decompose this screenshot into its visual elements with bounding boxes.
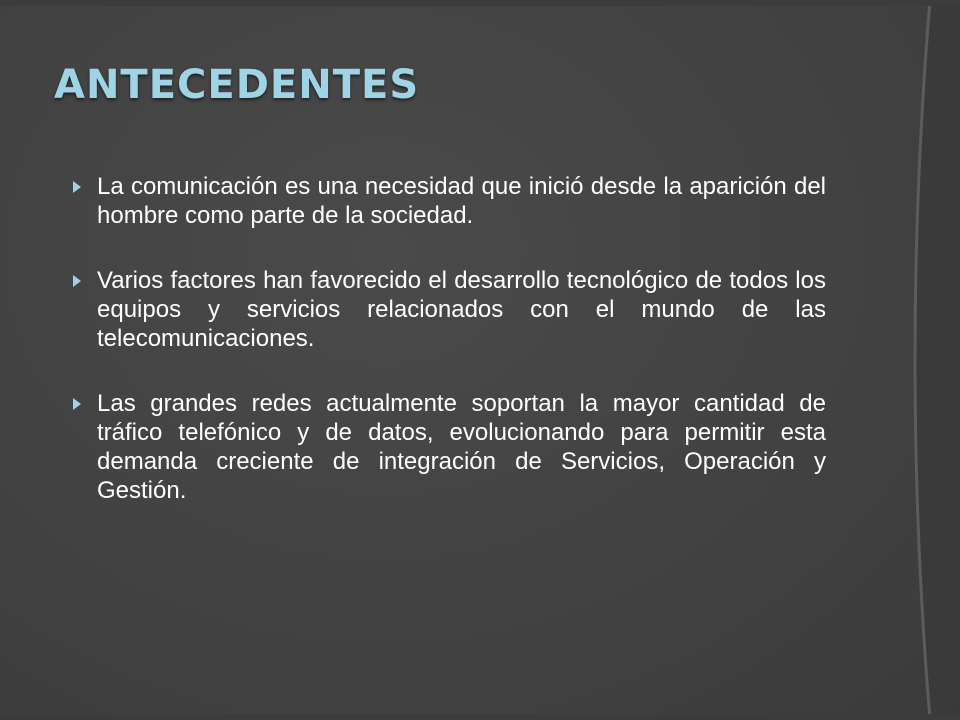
triangle-right-icon (73, 181, 81, 193)
bullet-item-2 (70, 266, 826, 353)
triangle-right-icon (73, 398, 81, 410)
bullet-item-3 (70, 389, 826, 505)
bullet-item-1 (70, 172, 826, 230)
bullet-text: La comunicación es una necesidad que inició desde la aparición del hombre como parte de la sociedad. (97, 173, 826, 229)
bullet-list (70, 172, 826, 541)
bullet-text: Las grandes redes actualmente soportan la mayor cantidad de tráfico telefónico y de datos, evolucionando para permitir esta demanda creciente de integración de Servicios, Operación y Gestión. (97, 390, 826, 504)
slide-title: ANTECEDENTES (54, 62, 420, 108)
bullet-text: Varios factores han favorecido el desarrollo tecnológico de todos los equipos y servicios relacionados con el mundo de las telecomunicaciones. (97, 267, 826, 352)
triangle-right-icon (73, 275, 81, 287)
